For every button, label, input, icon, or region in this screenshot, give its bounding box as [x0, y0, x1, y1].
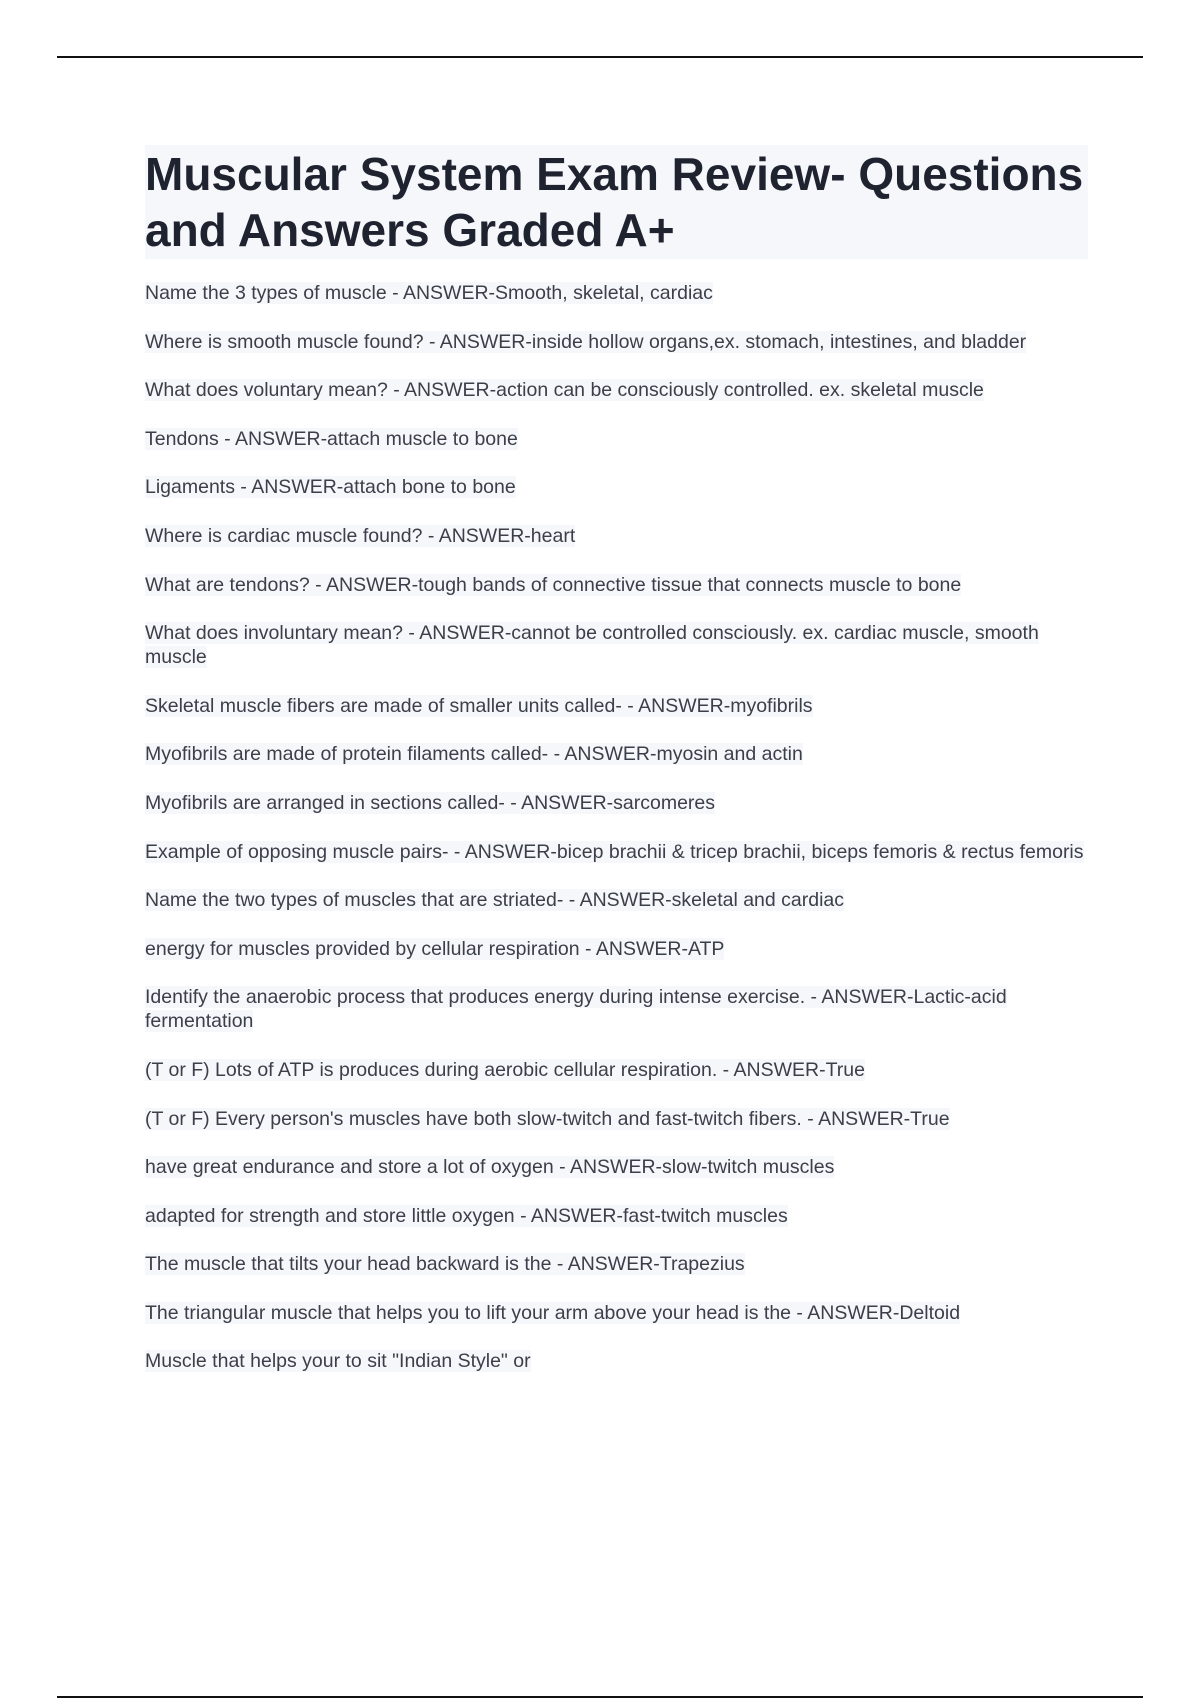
qa-item	[145, 427, 1088, 451]
qa-item	[145, 1204, 1088, 1228]
qa-text: (T or F) Every person's muscles have both slow-twitch and fast-twitch fibers. - ANSWER-True	[145, 1107, 950, 1130]
qa-text: Tendons - ANSWER-attach muscle to bone	[145, 427, 518, 450]
qa-item	[145, 694, 1088, 718]
qa-text: Myofibrils are made of protein filaments called- - ANSWER-myosin and actin	[145, 743, 803, 766]
qa-text: What are tendons? - ANSWER-tough bands of connective tissue that connects muscle to bone	[145, 573, 962, 596]
qa-item	[145, 1107, 1088, 1131]
qa-text: The muscle that tilts your head backward is the - ANSWER-Trapezius	[145, 1253, 745, 1276]
qa-text: Where is cardiac muscle found? - ANSWER-heart	[145, 524, 576, 547]
qa-text: Myofibrils are arranged in sections called- - ANSWER-sarcomeres	[145, 791, 716, 814]
qa-item	[145, 573, 1088, 597]
qa-text: (T or F) Lots of ATP is produces during aerobic cellular respiration. - ANSWER-True	[145, 1058, 865, 1081]
qa-text: Name the 3 types of muscle - ANSWER-Smooth, skeletal, cardiac	[145, 282, 713, 304]
qa-item	[145, 524, 1088, 548]
qa-text: energy for muscles provided by cellular respiration - ANSWER-ATP	[145, 937, 725, 960]
qa-item	[145, 791, 1088, 815]
qa-item	[145, 742, 1088, 766]
qa-text: Example of opposing muscle pairs- - ANSWER-bicep brachii & tricep brachii, biceps femoris & rectus femoris	[145, 840, 1084, 863]
document-title: Muscular System Exam Review- Questions and Answers Graded A+	[145, 145, 1088, 259]
qa-text: Ligaments - ANSWER-attach bone to bone	[145, 476, 516, 499]
qa-text: Muscle that helps your to sit "Indian Style" or	[145, 1350, 531, 1373]
qa-item	[145, 840, 1088, 864]
qa-text: Skeletal muscle fibers are made of smaller units called- - ANSWER-myofibrils	[145, 694, 813, 717]
qa-text: Name the two types of muscles that are striated- - ANSWER-skeletal and cardiac	[145, 889, 845, 912]
qa-item	[145, 330, 1088, 354]
qa-item	[145, 281, 1088, 305]
qa-item	[145, 475, 1088, 499]
qa-text: What does involuntary mean? - ANSWER-cannot be controlled consciously. ex. cardiac muscle, smooth muscle	[145, 622, 1039, 669]
qa-item	[145, 378, 1088, 402]
qa-item	[145, 1301, 1088, 1325]
qa-text: adapted for strength and store little oxygen - ANSWER-fast-twitch muscles	[145, 1204, 788, 1227]
qa-list	[145, 281, 1088, 1373]
qa-item	[145, 937, 1088, 961]
bottom-divider	[57, 1696, 1143, 1698]
qa-item	[145, 1058, 1088, 1082]
document-body	[145, 145, 1088, 1398]
qa-item	[145, 888, 1088, 912]
qa-item	[145, 985, 1088, 1033]
qa-item	[145, 621, 1088, 669]
qa-item	[145, 1349, 1088, 1373]
qa-text: What does voluntary mean? - ANSWER-action can be consciously controlled. ex. skeletal muscle	[145, 379, 984, 402]
qa-text: Identify the anaerobic process that produces energy during intense exercise. - ANSWER-Lactic-acid fermentation	[145, 986, 1007, 1033]
qa-item	[145, 1252, 1088, 1276]
qa-text: have great endurance and store a lot of oxygen - ANSWER-slow-twitch muscles	[145, 1156, 835, 1179]
qa-text: Where is smooth muscle found? - ANSWER-inside hollow organs,ex. stomach, intestines, and bladder	[145, 330, 1027, 353]
qa-item	[145, 1155, 1088, 1179]
top-divider	[57, 56, 1143, 58]
qa-text: The triangular muscle that helps you to lift your arm above your head is the - ANSWER-Deltoid	[145, 1301, 961, 1324]
